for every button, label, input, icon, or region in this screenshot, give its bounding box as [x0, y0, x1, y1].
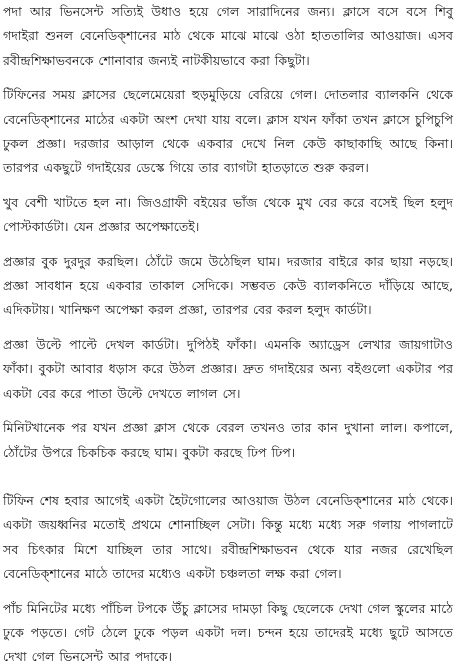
document-page — [3, 0, 453, 665]
paragraph-spacer — [3, 587, 453, 597]
paragraph-spacer — [3, 181, 453, 191]
paragraph-spacer — [3, 73, 453, 83]
paragraph-spacer — [3, 240, 453, 250]
paragraph: মিনিটখানেক পর যখন প্রজ্ঞা ক্লাস থেকে বেরল তখনও তার কান দুখানা লাল। কপালে, ঠোঁটের উপরে চিকচিক করছে ঘাম। বুকটা করছে ঢিপ ঢিপ। — [3, 420, 453, 460]
paragraph: পাঁচ মিনিটের মধ্যে পাঁচিল টপকে উঁচু ক্লাসের দামড়া কিছু ছেলেকে দেখা গেল স্কুলের মাঠে ঢুকে পড়তে। গেট ঠেলে ঢুকে পড়ল একটা দল। চন্দন হয়ে তাদেরই মধ্যে ছুটে আসতে দেখা গেল ভিনসেন্ট আর পদাকে। — [3, 600, 453, 665]
paragraph: খুব বেশী খাটতে হল না। জিওগ্রাফী বইয়ের ভাঁজ থেকে মুখ বের করে বসেই ছিল হলুদ পোস্টকার্ডটা। যেন প্রজ্ঞার অপেক্ষাতেই। — [3, 194, 453, 235]
section-break — [3, 465, 453, 489]
paragraph-spacer — [3, 323, 453, 333]
paragraph: পদা আর ভিনসেন্ট সত্যিই উধাও হয়ে গেল সারাদিনের জন্য। ক্লাসে বসে বসে শিবু গদাইরা শুনল বেনেডিক্শানের মাঠ থেকে মাঝে মাঝে ওঠা হাততালির আওয়াজ। এসব রবীন্দ্রশিক্ষাভবনকে শোনাবার জন্যই নাটকীয়ভাবে করা কিছুটা। — [3, 4, 453, 68]
paragraph-spacer — [3, 406, 453, 416]
paragraph: টিফিনের সময় ক্লাসের ছেলেমেয়েরা হুড়মুড়িয়ে বেরিয়ে গেল। দোতলার ব্যালকনি থেকে বেনেডিক্শানের মাঠের একটা অংশ দেখা যায় বলে। ক্লাস যখন ফাঁকা তখন ক্লাসে চুপিচুপি ঢুকল প্রজ্ঞা। দরজার আড়াল থেকে একবার দেখে নিল কেউ কাছাকাছি আছে কিনা। তারপর একছুটে গদাইয়ের ডেস্কে গিয়ে তার ব্যাগটা হাতড়াতে শুরু করল। — [3, 87, 453, 176]
paragraph: টিফিন শেষ হবার আগেই একটা হৈটগোলের আওয়াজ উঠল বেনেডিক্শানের মাঠ থেকে। একটা জয়ধ্বনির মতোই প্রথমে শোনাচ্ছিল সেটা। কিন্তু মধ্যে মধ্যে সরু গলায় পাগলাটে সব চিৎকার মিশে যাচ্ছিল তার সাথে। রবীন্দ্রশিক্ষাভবন থেকে যার নজর রেখেছিল বেনেডিক্শানের মাঠে তাদের মধ্যেও একটা চঞ্চলতা লক্ষ করা গেল। — [3, 492, 453, 582]
paragraph: প্রজ্ঞার বুক দুরদুর করছিল। ঠোঁটে জমে উঠেছিল ঘাম। দরজার বাইরে কার ছায়া নড়ছে। প্রজ্ঞা সাবধান হয়ে একবার তাকাল সেদিকে। সম্ভবত কেউ ব্যালকনিতে দাঁড়িয়ে আছে, এদিকটায়। খানিক্ষণ অপেক্ষা করল প্রজ্ঞা, তারপর বের করল হলুদ কার্ডটা। — [3, 253, 453, 318]
paragraph: প্রজ্ঞা উল্টে পাল্টে দেখল কার্ডটা। দুপিঠই ফাঁকা। এমনকি অ্যাড্রেস লেখার জায়গাটাও ফাঁকা। বুকটা আবার ধড়াস করে উঠল প্রজ্ঞার। দ্রুত গদাইয়ের অন্য বইগুলো একটার পর একটা বের করে পাতা উল্টে দেখতে লাগল সে। — [3, 336, 453, 401]
